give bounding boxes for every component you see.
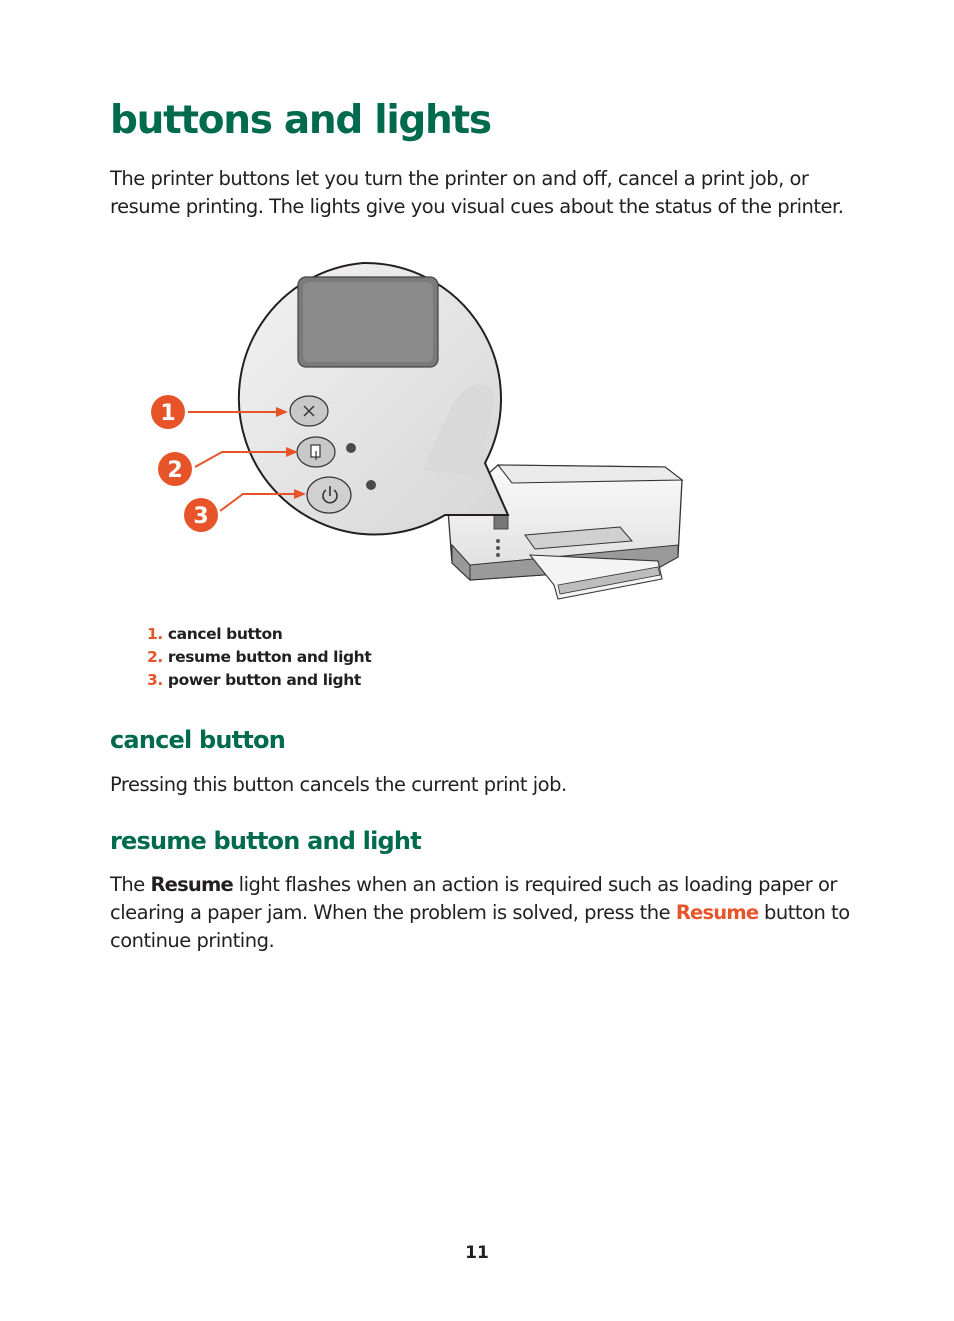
resume-paragraph: The Resume light flashes when an action is required such as loading paper or clearing a paper jam. When the problem is solved, press the Resume button to continue printing. (110, 873, 850, 952)
callout-marker-3 (184, 498, 218, 532)
intro-paragraph: The printer buttons let you turn the printer on and off, cancel a print job, or resume printing. The lights give you visual cues about the status of the printer. (110, 167, 844, 218)
svg-text:1: 1 (160, 401, 176, 426)
callout-item: 2. resume button and light (147, 648, 372, 666)
resume-heading: resume button and light (110, 827, 421, 855)
callout-marker-2 (158, 452, 192, 486)
page-number: 11 (465, 1243, 489, 1263)
power-light (366, 480, 376, 490)
cancel-button-paragraph: Pressing this button cancels the current print job. (110, 773, 567, 796)
resume-link[interactable]: Resume (675, 901, 759, 924)
cancel-button-illustration (290, 396, 328, 426)
callout-list (147, 623, 371, 692)
callout-marker-1 (151, 395, 185, 429)
printer-buttons-figure (140, 245, 700, 605)
svg-text:3: 3 (193, 504, 209, 529)
cancel-button-heading: cancel button (110, 726, 285, 754)
callout-item: 1. cancel button (147, 625, 283, 643)
callout-item: 3. power button and light (147, 671, 361, 689)
svg-text:2: 2 (167, 458, 183, 483)
resume-light (346, 443, 356, 453)
page-title: buttons and lights (110, 98, 491, 143)
